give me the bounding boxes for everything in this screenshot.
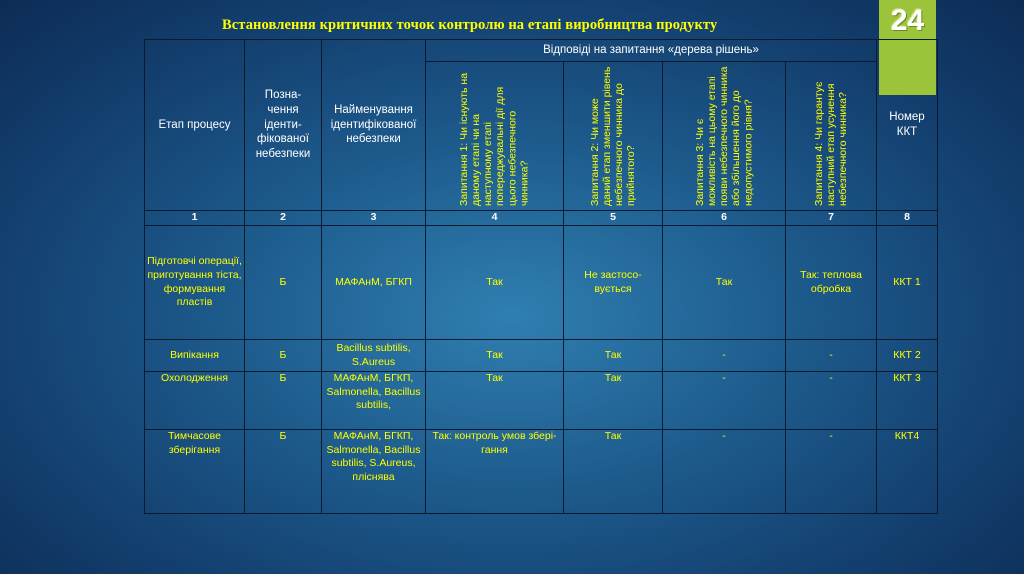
cell-hazard: МАФАнМ, БГКП, Salmonella, Bacillus subtilis,: [322, 372, 426, 430]
cell-q2: Так: [564, 340, 663, 372]
column-number: 2: [245, 211, 322, 226]
column-number: 1: [145, 211, 245, 226]
table-row: [145, 226, 938, 340]
cell-q1: Так: [426, 372, 564, 430]
cell-q1: Так: [426, 340, 564, 372]
header-stage: Етап процесу: [145, 40, 245, 211]
cell-q2: Не застосо-вується: [564, 226, 663, 340]
cell-q1: Так: контроль умов збері-гання: [426, 430, 564, 514]
cell-designation: Б: [245, 372, 322, 430]
header-question-2: Запитання 2: Чи може даний етап зменшити рівень небезпечного чинника до прийнятого?: [564, 62, 663, 211]
header-hazard-name: Найменування ідентифікованої небезпеки: [322, 40, 426, 211]
header-question-1: Запитання 1: Чи існують на даному етапі чи на наступному етапі попереджувальні дії для цього небезпечного чинника?: [426, 62, 564, 211]
cell-stage: Випікання: [145, 340, 245, 372]
cell-designation: Б: [245, 430, 322, 514]
cell-q3: -: [663, 372, 786, 430]
cell-ccp: ККТ 1: [877, 226, 938, 340]
column-number: 4: [426, 211, 564, 226]
cell-q3: -: [663, 430, 786, 514]
cell-stage: Охолодження: [145, 372, 245, 430]
header-question-4: Запитання 4: Чи гарантує наступний етап усунення небезпечного чинника?: [786, 62, 877, 211]
ccp-table: [144, 39, 938, 514]
cell-hazard: МАФАнМ, БГКП, Salmonella, Bacillus subtilis, S.Aureus, пліснява: [322, 430, 426, 514]
cell-stage: Підготовчі операції, приготування тіста, формування пластів: [145, 226, 245, 340]
cell-q2: Так: [564, 372, 663, 430]
cell-q4: -: [786, 340, 877, 372]
cell-q4: -: [786, 430, 877, 514]
header-ccp-number: Номер ККТ: [877, 40, 938, 211]
cell-q4: -: [786, 372, 877, 430]
cell-q2: Так: [564, 430, 663, 514]
cell-q3: -: [663, 340, 786, 372]
header-designation: Позна- чення іденти- фікованої небезпеки: [245, 40, 322, 211]
column-number: 6: [663, 211, 786, 226]
cell-q3: Так: [663, 226, 786, 340]
column-number-row: [145, 211, 938, 226]
cell-stage: Тимчасове зберігання: [145, 430, 245, 514]
column-number: 7: [786, 211, 877, 226]
cell-hazard: МАФАнМ, БГКП: [322, 226, 426, 340]
header-question-3: Запитання 3: Чи є можливість на цьому етапі появи небезпечного чинника або збільшення його до недопустимого рівня?: [663, 62, 786, 211]
cell-ccp: ККТ4: [877, 430, 938, 514]
cell-designation: Б: [245, 226, 322, 340]
column-number: 5: [564, 211, 663, 226]
cell-designation: Б: [245, 340, 322, 372]
cell-ccp: ККТ 3: [877, 372, 938, 430]
table-row: [145, 372, 938, 430]
table-row: [145, 340, 938, 372]
slide-title: Встановлення критичних точок контролю на етапі виробництва продукту: [222, 17, 718, 33]
cell-hazard: Bacillus subtilis, S.Aureus: [322, 340, 426, 372]
header-decision-tree: Відповіді на запитання «дерева рішень»: [426, 40, 877, 62]
table-row: [145, 430, 938, 514]
cell-q4: Так: теплова обробка: [786, 226, 877, 340]
cell-q1: Так: [426, 226, 564, 340]
slide-number: 24: [890, 4, 925, 37]
cell-ccp: ККТ 2: [877, 340, 938, 372]
column-number: 8: [877, 211, 938, 226]
column-number: 3: [322, 211, 426, 226]
